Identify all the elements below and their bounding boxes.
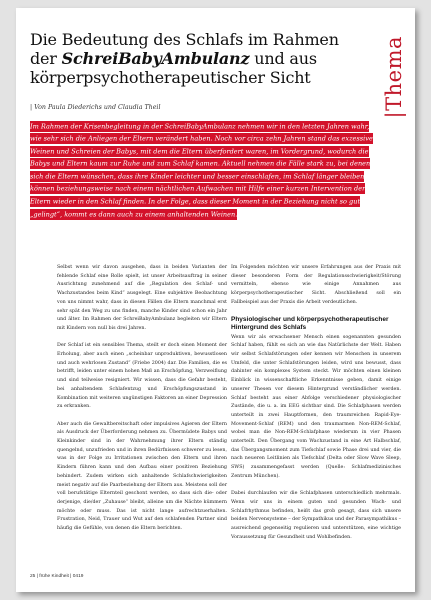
title-line-2-pre: der [30,49,62,68]
right-paragraph-2: Wenn wir als erwachsener Mensch einen sogenannten gesunden Schlaf haben, fühlt es sich an wie das Natürlichste der Welt. Haben wir selbst Schlafstörungen oder kennen wir Menschen in unserem Umfeld, die unter Schlafstörungen leiden, wird uns bewusst, dass dahinter ein komplexes System steckt. Wir möchten einen kleinen Einblick in wissenschaftliche Erkenntnisse geben, damit einige unserer Thesen vor diesem Hintergrund verständlicher werden. Schlaf besteht aus einer Abfolge verschiedener physiologischer Zustände, die u. a. im EEG sichtbar sind. Die Schlafphasen werden unterteilt in zwei Hauptformen, den traumreichen Rapid-Eye-Movement-Schlaf (REM) und den traumarmen Non-REM-Schlaf, wobei man die Non-REM-Schlafphase wiederum in vier Phasen unterteilt. Den Übergang vom Wachzustand in eine Art Halbschlaf, das Übergangsmoment zum Tiefschlaf sowie Phase drei und vier, die nach neueren Leitlinien als Tiefschlaf (Delta oder Slow Wave Sleep, SWS) zusammengefasst werden (Quelle: Schlafmedizinisches Zentrum München). [231,334,401,479]
intro-text: Im Rahmen der Krisenbegleitung in der SchreiBabyAmbulanz nehmen wir in den letzten Jahren wahr, wie sehr sich die Anliegen der Eltern verändert haben. Noch vor circa zehn Jahren stand das exzessive Weinen und Schreien der Babys, mit dem die Eltern überfordert waren, im Vordergrund, wodurch die Babys und Eltern kaum zur Ruhe und zum Schlaf kamen. Aktuell nehmen die Fälle stark zu, bei denen sich die Eltern wünschen, dass ihre Kinder leichter und besser einschlafen, im Schlaf länger bleiben können beziehungsweise nach einem nächtlichen Aufwachen mit Hilfe einer kurzen Intervention der Eltern wieder in den Schlaf finden. In der Folge, dass dieser Moment in der Beziehung nicht so gut „gelingt“, kommt es dann auch zu einem anhaltenden Weinen. [30,122,373,219]
article-authors: | Von Paula Diederichs und Claudia Theil [30,104,161,111]
left-paragraph-3: Aber auch die Gewaltbereitschaft oder impulsives Agieren der Eltern als Ausdruck der Überforderung nehmen zu. Übermüdete Babys und Kleinkinder sind in der Wahrnehmung ihrer Eltern ständig quengelnd, unzufrieden und in ihren Bedürfnissen schwerer zu lesen, was in der Folge zu Irritationen zwischen den Eltern und ihren Kindern führen kann und den Aufbau einer positiven Beziehung behindert. Zudem wirken sich anhaltende Schlafschwierigkeiten meist negativ auf die Paarbeziehung der Eltern aus. Meistens soll der voll berufstätige Elternteil geschont werden, so dass sich die- oder derjenige, die/der „Zuhause“ bleibt, alleine um die Nächte kümmern möchte oder muss. Das ist nicht lange aufrechtzuerhalten. Frustration, Neid, Trauer und Wut auf den schlafenden Partner sind häufig die Gefühle, von denen die Eltern berichten. [57,421,227,532]
left-paragraph-2: Der Schlaf ist ein sensibles Thema, steilt er doch einen Moment der Erholung, aber auch einen „scheinbar unproduktiven, bewusstlosen und auch wehrlosen Zustand“ (Friebe 2004) dar. Die Familien, die es betrifft, leiden unter einem hohen Maß an Erschöpfung, Verzweiflung und sind teilweise resigniert. Wir wissen, dass die Gefahr besteht, bei anhaltendem Schlafentzug und Erschöpfungszustand in Kombination mit weiteren ungünstigen Faktoren an einer Depression zu erkranken. [57,343,227,410]
section-label-text: |Thema [382,35,406,118]
left-paragraph-1: Selbst wenn wir davon ausgehen, dass in beiden Varianten der fehlende Schlaf eine Rolle spielt, ist unser Arbeitsauftrag in seiner Ausrichtung zunehmend auf die „Regulation des Schlaf- und Wachzustandes beim Kind“ ausgelegt. Eine subjektive Beobachtung von uns nimmt wahr, dass in diesen Fällen die Eltern manchmal erst sehr spät den Weg zu uns finden, manche Kinder sind schon ein Jahr und älter. Im Rahmen der SchreiBabyAmbulanz begleiten wir Eltern mit Kindern von null bis drei Jahren. [57,265,227,331]
right-paragraph-3: Dabei durchlaufen wir die Schlafphasen unterschiedlich mehrmals. Wenn wir uns in einem guten und gesunden Wach- und Schlafrhythmus befinden, heißt das grob gesagt, dass sich unsere beiden Nervensysteme – der Sympathikus und der Parasympathikus – ausreichend gegenseitig regulieren und unterstützen, eine wichtige Voraussetzung für Gesundheit und Wohlbefinden. [231,491,402,540]
title-line-1: Die Bedeutung des Schlafs im Rahmen [30,30,339,49]
right-column [231,264,401,551]
title-line-3: körperpsychotherapeutischer Sicht [30,68,311,87]
title-line-2 [30,49,370,68]
title-line-2-post: und aus [249,49,317,68]
right-paragraph-1: Im Folgenden möchten wir unsere Erfahrungen aus der Praxis mit dieser besonderen Form der Regulationsschwierigkeit/Störung vermitteln, ebenso wie einige Annahmen aus körperpsychotherapeutischer Sicht. Abschließend soll ein Fallbeispiel aus der Praxis die Arbeit verdeutlichen. [231,265,401,305]
section-heading: Physiologischer und körperpsychotherapeutischer Hintergrund des Schlafs [231,316,389,332]
title-emphasis: SchreiBabyAmbulanz [61,49,250,68]
article-title [30,30,370,87]
left-column [57,264,227,542]
section-label [380,28,408,118]
intro-paragraph [30,120,380,221]
magazine-page [16,8,415,592]
page-footer: 25 | frühe Kindheit | 0419 [30,574,84,579]
